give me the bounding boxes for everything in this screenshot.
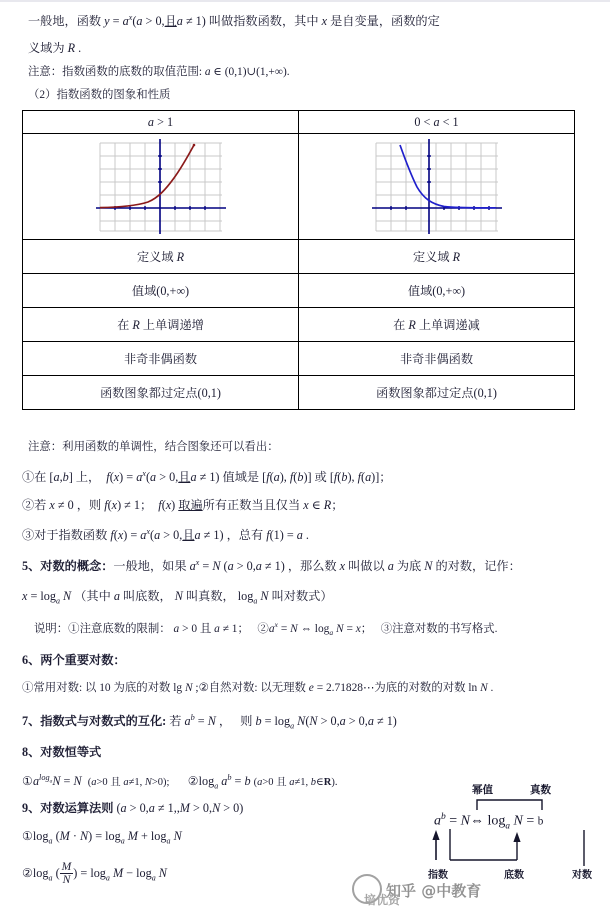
table-header-cell-left: a > 1 (23, 111, 299, 134)
fixedpoint-cell-left: 函数图象都过定点(0,1) (23, 376, 299, 410)
left-arrow-head (432, 830, 439, 840)
expr-exponent-b: b (441, 812, 446, 822)
notes-item-3: ③对于指数函数 $f(x) = a^x(a > 0$,且a ≠ 1) ，总有 f(1) = a . (22, 527, 309, 543)
watermark-sub-text: 培优资 (364, 893, 401, 907)
section-6-title: 6、两个重要对数： (22, 653, 126, 667)
monotonic-cell-right: 在 R 上单调递减 (299, 308, 575, 342)
table-row (23, 274, 575, 308)
curve-decreasing (400, 145, 496, 208)
monotonic-cell-left: 在 R 上单调递增 (23, 308, 299, 342)
section-5-line-3: 说明：①注意底数的限制： a > 0 且 a ≠ 1； $②a^x = N$ ⇔ $\log_a N = x$； ③注意对数的书写格式. (34, 620, 498, 638)
graph-increasing (96, 139, 226, 234)
expr-base-a: a (434, 813, 441, 829)
graph-cell-increasing (23, 134, 299, 240)
section-6-line-1: ①常用对数: 以 10 为底的对数 lg N ;②自然对数: 以无理数 e = 2.71828⋯为底的对数的对数 ln N . (22, 682, 494, 694)
notes-header: 注意：利用函数的单调性，结合图象还可以看出： (28, 441, 279, 453)
parity-cell-right: 非奇非偶函数 (299, 342, 575, 376)
domain-cell-right: 定义域 R (299, 240, 575, 274)
label-exponent-bottom: 指数 (428, 870, 448, 881)
graph-decreasing-svg (372, 139, 502, 234)
label-antilogarithm: 真数 (530, 785, 551, 796)
section-8-line-1: $①a^{log_a}N = N$ (a>0 且 a≠1, N>0); $②\log_a$ $a^b = b$ (a>0 且 a≠1, b∈R). (22, 773, 338, 791)
range-cell-right: 值域(0,+∞) (299, 274, 575, 308)
fixedpoint-cell-right: 函数图象都过定点(0,1) (299, 376, 575, 410)
watermark-logo-icon (352, 874, 382, 904)
watermark-main-text: 知乎 @中教育 (386, 882, 482, 900)
curve-endpoint-left (192, 144, 195, 147)
table-header-row (23, 111, 575, 134)
curve-increasing (100, 145, 194, 208)
section-5-line-1: 5、对数的概念：一般地，如果 $a^x = N$ (a > 0,a ≠ 1) ，那么数 x 叫做以 a 为底 N 的对数，记作： (22, 558, 521, 574)
section-9-line-1: $①\log_a$ $(M \cdot N) = \log_a M + \log_a N$ (22, 829, 182, 846)
intro-line-4: （2）指数函数的图象和性质 (28, 89, 171, 101)
range-cell-left: 值域(0,+∞) (23, 274, 299, 308)
label-base-bottom: 底数 (504, 870, 524, 881)
section-5-line-2: $x = \log_a N$ （其中 a 叫底数， N 叫真数， $\log_a N$ 叫对数式） (22, 589, 333, 606)
exponential-properties-table (22, 110, 575, 410)
table-row (23, 308, 575, 342)
page-top-divider (0, 0, 610, 2)
table-header-cell-right: 0 < a < 1 (299, 111, 575, 134)
parity-cell-left: 非奇非偶函数 (23, 342, 299, 376)
domain-cell-left: 定义域 R (23, 240, 299, 274)
section-7-line-1: 7、指数式与对数式的互化: 若 $a^b = N$ ， 则 $b = \log_a N(N > 0,a > 0,a \ne 1)$ (22, 713, 397, 731)
mid-arrow-head (513, 832, 520, 842)
top-bracket (477, 800, 542, 810)
section-9-title: 9、对数运算法则 (a > 0,a ≠ 1,,M > 0,N > 0) (22, 801, 244, 815)
label-logarithm-bottom: 对数 (572, 870, 592, 881)
expr-n-1: N (460, 813, 471, 829)
log-conversion-diagram (428, 782, 607, 887)
section-9-line-2: $②\log_a$ ( $\frac{M}{N}$ ) = $\log_a M - \log_a N$ (22, 860, 167, 886)
table-row (23, 342, 575, 376)
section-8-title: 8、对数恒等式 (22, 745, 102, 759)
notes-item-2: ②若 x ≠ 0 ，则 f(x) ≠ 1； f(x) 取遍所有正数当且仅当 x ∈ R； (22, 498, 344, 512)
grid-lines-right (376, 143, 498, 231)
label-power-value: 幂值 (472, 785, 493, 796)
expr-result-b: b (537, 815, 544, 828)
log-diagram-expression: $a^b$ = N⇔ $\log_a N = b$ (434, 812, 544, 831)
iff-icon: ⇔ (470, 813, 485, 829)
intro-line-1: 一般地，函数 $y = a^x(a > 0$,且a ≠ 1) 叫做指数函数，其中 x 是自变量，函数的定 (28, 13, 440, 29)
expr-n-2: N (513, 813, 523, 829)
graph-decreasing (372, 139, 502, 234)
graph-increasing-svg (96, 139, 226, 234)
expr-log-base: a (505, 820, 511, 831)
table-row (23, 240, 575, 274)
intro-line-2: 义域为 R . (28, 41, 82, 55)
table-row (23, 376, 575, 410)
graph-cell-decreasing (299, 134, 575, 240)
table-graph-row (23, 134, 575, 240)
notes-item-1: ①在 [a,b] 上， $f(x) = a^x(a > 0$,且a ≠ 1) 值域是 [f(a), f(b)] 或 [f(b), f(a)]； (22, 469, 392, 485)
intro-line-3: 注意：指数函数的底数的取值范围: a ∈ (0,1)∪(1,+∞). (28, 66, 290, 78)
